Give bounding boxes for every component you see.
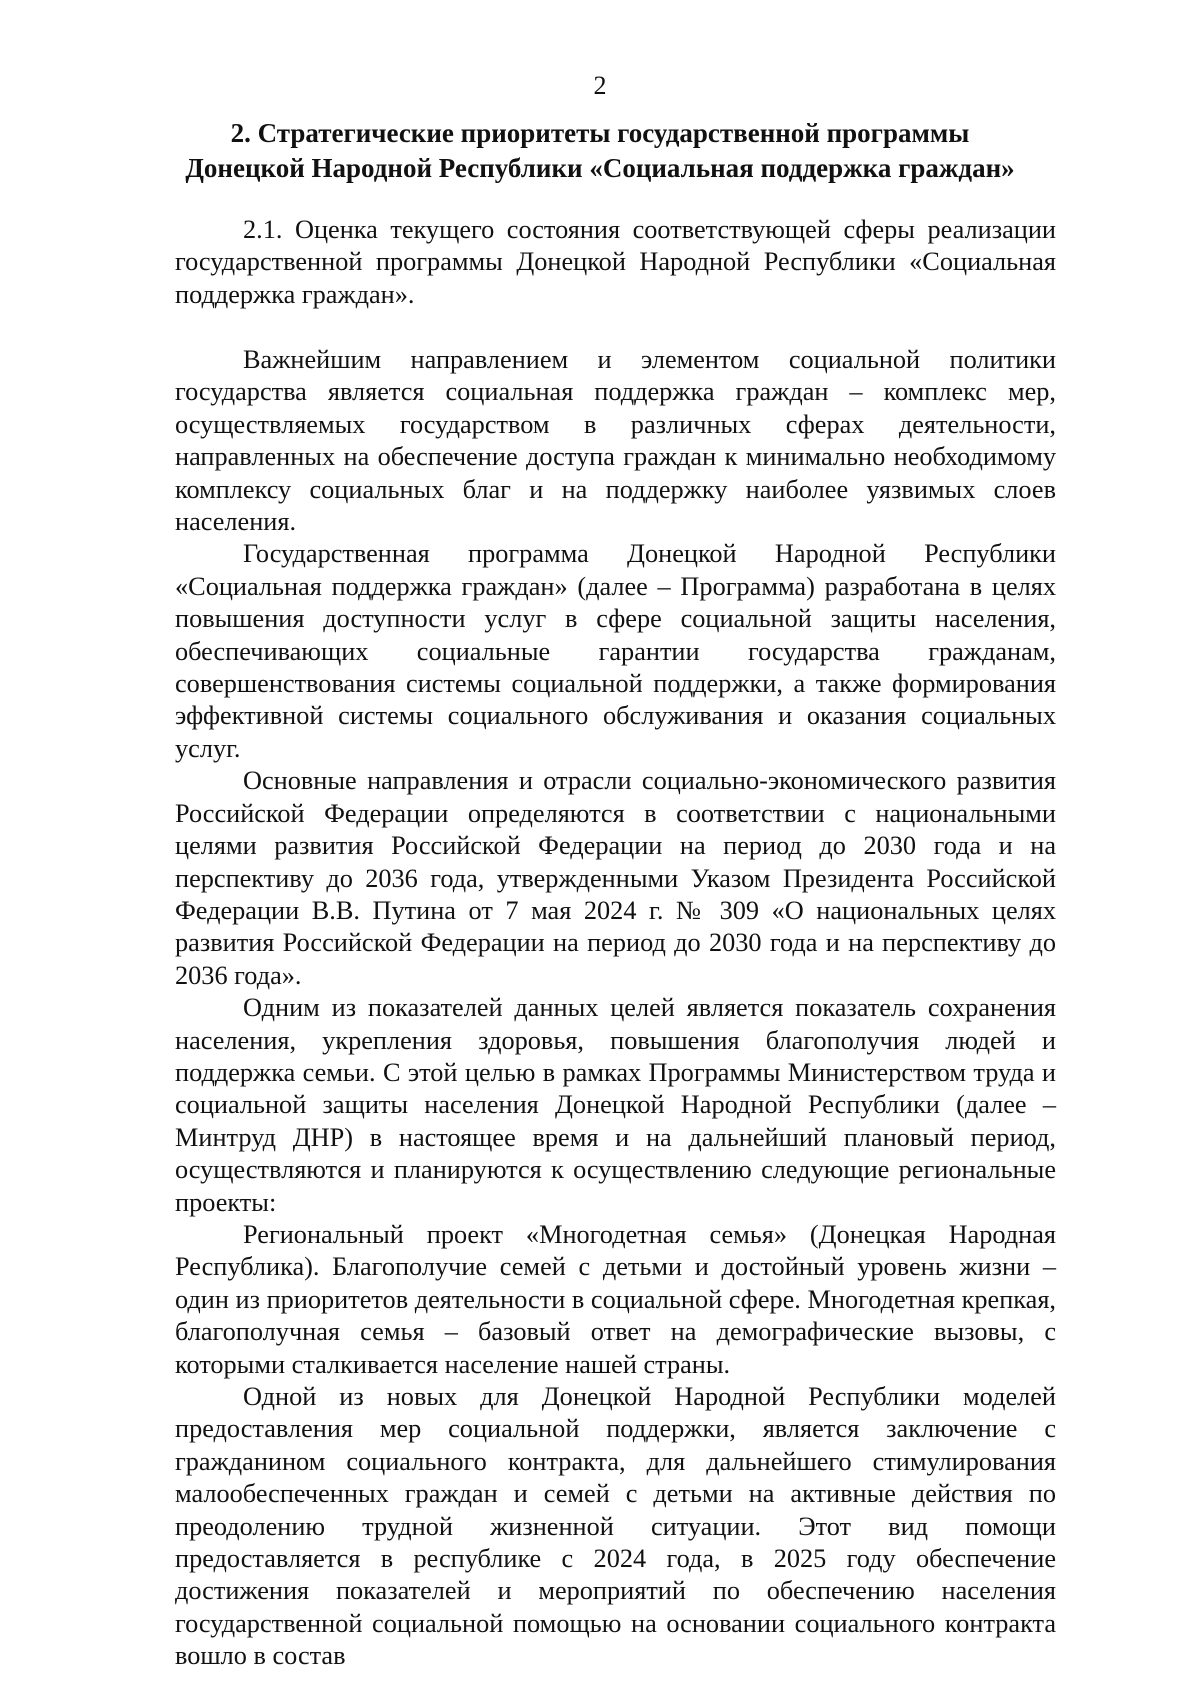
subsection-block xyxy=(175,214,1056,311)
paragraph-2: Государственная программа Донецкой Народной Республики «Социальная поддержка граждан» (далее – Программа) разработана в целях повышения доступности услуг в сфере социальной защиты населения, обеспечивающих социальные гарантии государства гражданам, совершенствования системы социальной поддержки, а также формирования эффективной системы социального обслуживания и оказания социальных услуг. xyxy=(175,539,1056,763)
paragraph-6: Одной из новых для Донецкой Народной Республики моделей предоставления мер социальной поддержки, является заключение с гражданином социального контракта, для дальнейшего стимулирования малообеспеченных граждан и семей с детьми на активные действия по преодолению трудной жизненной ситуации. Этот вид помощи предоставляется в республике с 2024 года, в 2025 году обеспечение достижения показателей и мероприятий по обеспечению населения государственной социальной помощью на основании социального контракта вошло в состав xyxy=(175,1382,1056,1671)
paragraph-4: Одним из показателей данных целей является показатель сохранения населения, укрепления здоровья, повышения благополучия людей и поддержка семьи. С этой целью в рамках Программы Министерством труда и социальной защиты населения Донецкой Народной Республики (далее – Минтруд ДНР) в настоящее время и на дальнейший плановый период, осуществляются и планируются к осуществлению следующие региональные проекты: xyxy=(175,993,1056,1217)
paragraph-5: Региональный проект «Многодетная семья» (Донецкая Народная Республика). Благополучие семей с детьми и достойный уровень жизни – один из приоритетов деятельности в социальной сфере. Многодетная крепкая, благополучная семья – базовый ответ на демографические вызовы, с которыми сталкивается население нашей страны. xyxy=(175,1219,1056,1379)
section-heading-line-1: 2. Стратегические приоритеты государственной программы xyxy=(230,118,970,148)
section-heading xyxy=(150,116,1050,186)
paragraph-3: Основные направления и отрасли социально-экономического развития Российской Федерации определяются в соответствии с национальными целями развития Российской Федерации на период до 2030 года и на перспективу до 2036 года, утвержденными Указом Президента Российской Федерации В.В. Путина от 7 мая 2024 г. № 309 «О национальных целях развития Российской Федерации на период до 2030 года и на перспективу до 2036 года». xyxy=(175,766,1056,990)
subsection-heading: 2.1. Оценка текущего состояния соответствующей сферы реализации государственной программы Донецкой Народной Республики «Социальная поддержка граждан». xyxy=(175,215,1056,309)
paragraph-1: Важнейшим направлением и элементом социальной политики государства является социальная поддержка граждан – комплекс мер, осуществляемых государством в различных сферах деятельности, направленных на обеспечение доступа граждан к минимально необходимому комплексу социальных благ и на поддержку наиболее уязвимых слоев населения. xyxy=(175,345,1056,537)
page-number: 2 xyxy=(593,71,607,100)
body-text xyxy=(175,344,1056,1673)
section-heading-line-2: Донецкой Народной Республики «Социальная поддержка граждан» xyxy=(185,153,1015,183)
